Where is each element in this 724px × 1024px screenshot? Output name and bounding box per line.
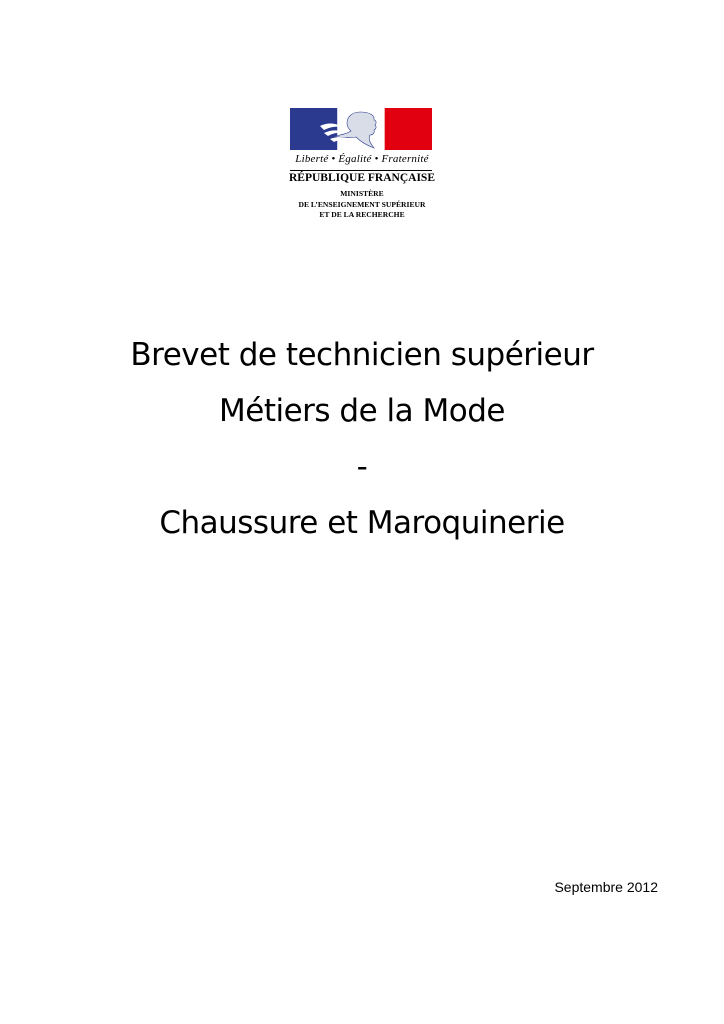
ministry-line: MINISTÈRE (340, 189, 384, 198)
ministry-name (276, 189, 448, 221)
logo-divider (290, 170, 432, 171)
title-line: Chaussure et Maroquinerie (159, 505, 565, 541)
publication-date: Septembre 2012 (554, 879, 658, 895)
republic-motto: Liberté • Égalité • Fraternité (295, 153, 429, 165)
title-separator: - (356, 449, 368, 485)
marianne-flag-icon (290, 108, 432, 150)
ministry-line: ET DE LA RECHERCHE (319, 210, 405, 219)
title-line: Métiers de la Mode (219, 393, 505, 429)
title-line: Brevet de technicien supérieur (130, 337, 594, 373)
republic-name: RÉPUBLIQUE FRANÇAISE (288, 172, 435, 184)
document-title (0, 327, 724, 551)
ministry-line: DE L’ENSEIGNEMENT SUPÉRIEUR (298, 199, 426, 209)
